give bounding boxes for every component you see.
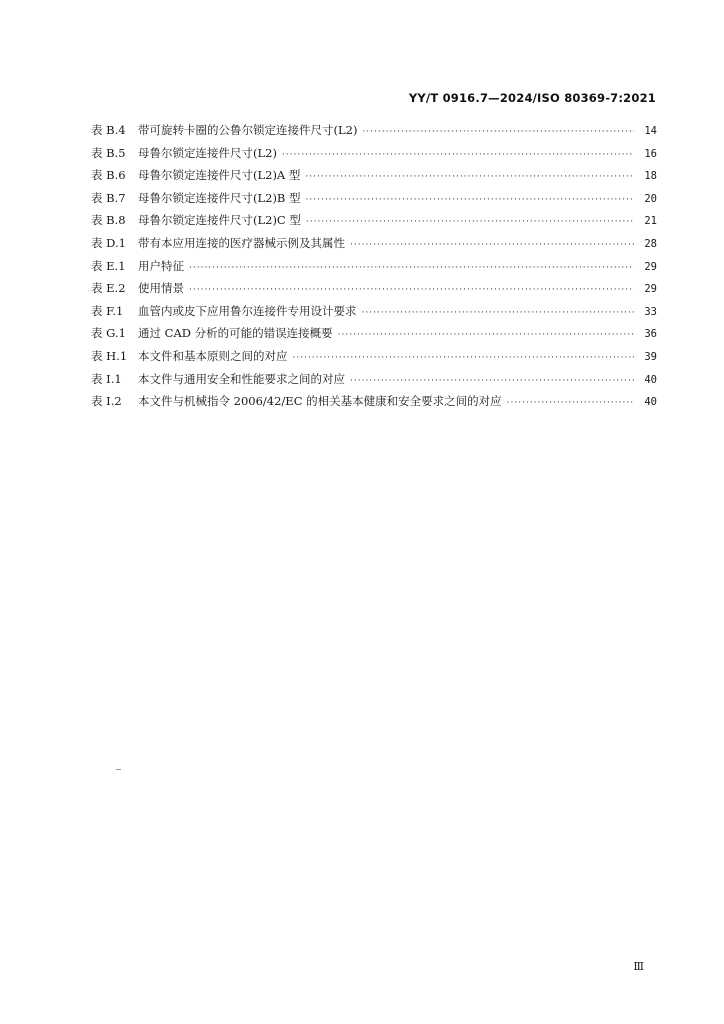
toc-entry-page: 20 (644, 192, 657, 205)
toc-entry-number: 表 F.1 (91, 303, 124, 318)
toc-entry-title: 母鲁尔锁定连接件尺寸(L2)B 型 (138, 190, 301, 205)
toc-entry-page: 18 (644, 170, 657, 183)
toc-entry-page: 33 (644, 305, 657, 318)
toc-entry[interactable] (91, 122, 657, 145)
toc-entry[interactable] (91, 303, 657, 326)
toc-entry[interactable] (91, 258, 657, 281)
toc-entry[interactable] (91, 190, 657, 213)
toc-leader-dots (306, 217, 634, 227)
table-of-contents (91, 122, 657, 416)
toc-entry[interactable] (91, 280, 657, 303)
toc-entry-page: 28 (644, 237, 657, 250)
toc-leader-dots (350, 376, 634, 386)
toc-leader-dots (507, 398, 634, 408)
toc-entry[interactable] (91, 348, 657, 371)
toc-entry-title: 用户特征 (138, 258, 184, 273)
toc-leader-dots (305, 172, 634, 182)
toc-entry[interactable] (91, 325, 657, 348)
toc-entry-number: 表 E.1 (91, 258, 126, 273)
toc-entry-title: 带有本应用连接的医疗器械示例及其属性 (138, 235, 345, 250)
toc-entry-title: 母鲁尔锁定连接件尺寸(L2) (138, 145, 277, 160)
toc-entry-page: 40 (644, 373, 657, 386)
toc-entry-number: 表 B.5 (91, 145, 126, 160)
toc-leader-dots (189, 263, 634, 273)
toc-entry-page: 29 (644, 283, 657, 296)
toc-entry-number: 表 B.7 (91, 190, 126, 205)
toc-entry-number: 表 I.1 (91, 371, 122, 386)
toc-entry-number: 表 H.1 (91, 348, 128, 363)
toc-entry-title: 使用情景 (138, 281, 184, 296)
toc-leader-dots (362, 127, 634, 137)
toc-entry-page: 39 (644, 350, 657, 363)
toc-entry-title: 本文件与机械指令 2006/42/EC 的相关基本健康和安全要求之间的对应 (138, 394, 502, 409)
toc-entry[interactable] (91, 167, 657, 190)
toc-entry-title: 母鲁尔锁定连接件尺寸(L2)C 型 (138, 213, 301, 228)
toc-entry-page: 16 (644, 147, 657, 160)
toc-entry[interactable] (91, 371, 657, 394)
document-header: YY/T 0916.7—2024/ISO 80369-7:2021 (408, 91, 656, 105)
toc-entry-title: 通过 CAD 分析的可能的错误连接概要 (138, 326, 333, 341)
toc-entry-title: 本文件和基本原则之间的对应 (138, 348, 288, 363)
toc-entry[interactable] (91, 393, 657, 416)
toc-entry-page: 21 (644, 215, 657, 228)
toc-entry[interactable] (91, 235, 657, 258)
toc-leader-dots (338, 330, 634, 340)
toc-entry-title: 带可旋转卡圈的公鲁尔锁定连接件尺寸(L2) (138, 123, 358, 137)
page-number: Ⅲ (633, 960, 644, 973)
toc-leader-dots (350, 240, 634, 250)
toc-entry[interactable] (91, 145, 657, 168)
toc-entry-page: 29 (644, 260, 657, 273)
toc-entry-number: 表 B.8 (91, 213, 126, 228)
toc-entry-number: 表 D.1 (91, 235, 126, 250)
toc-entry-page: 14 (644, 125, 657, 137)
toc-entry-number: 表 E.2 (91, 281, 126, 296)
toc-leader-dots (189, 285, 634, 295)
toc-leader-dots (293, 353, 635, 363)
toc-entry-title: 本文件与通用安全和性能要求之间的对应 (138, 371, 345, 386)
toc-entry-title: 血管内或皮下应用鲁尔连接件专用设计要求 (138, 303, 357, 318)
toc-entry-title: 母鲁尔锁定连接件尺寸(L2)A 型 (138, 168, 301, 183)
toc-leader-dots (282, 150, 634, 160)
toc-leader-dots (362, 308, 635, 318)
toc-entry-number: 表 B.6 (91, 168, 126, 183)
toc-entry-number: 表 I.2 (91, 394, 122, 409)
toc-entry[interactable] (91, 212, 657, 235)
scan-speck (116, 769, 121, 770)
toc-leader-dots (306, 195, 634, 205)
toc-entry-number: 表 G.1 (91, 326, 126, 341)
toc-entry-page: 40 (644, 396, 657, 409)
toc-entry-page: 36 (644, 328, 657, 341)
toc-entry-number: 表 B.4 (91, 123, 126, 137)
